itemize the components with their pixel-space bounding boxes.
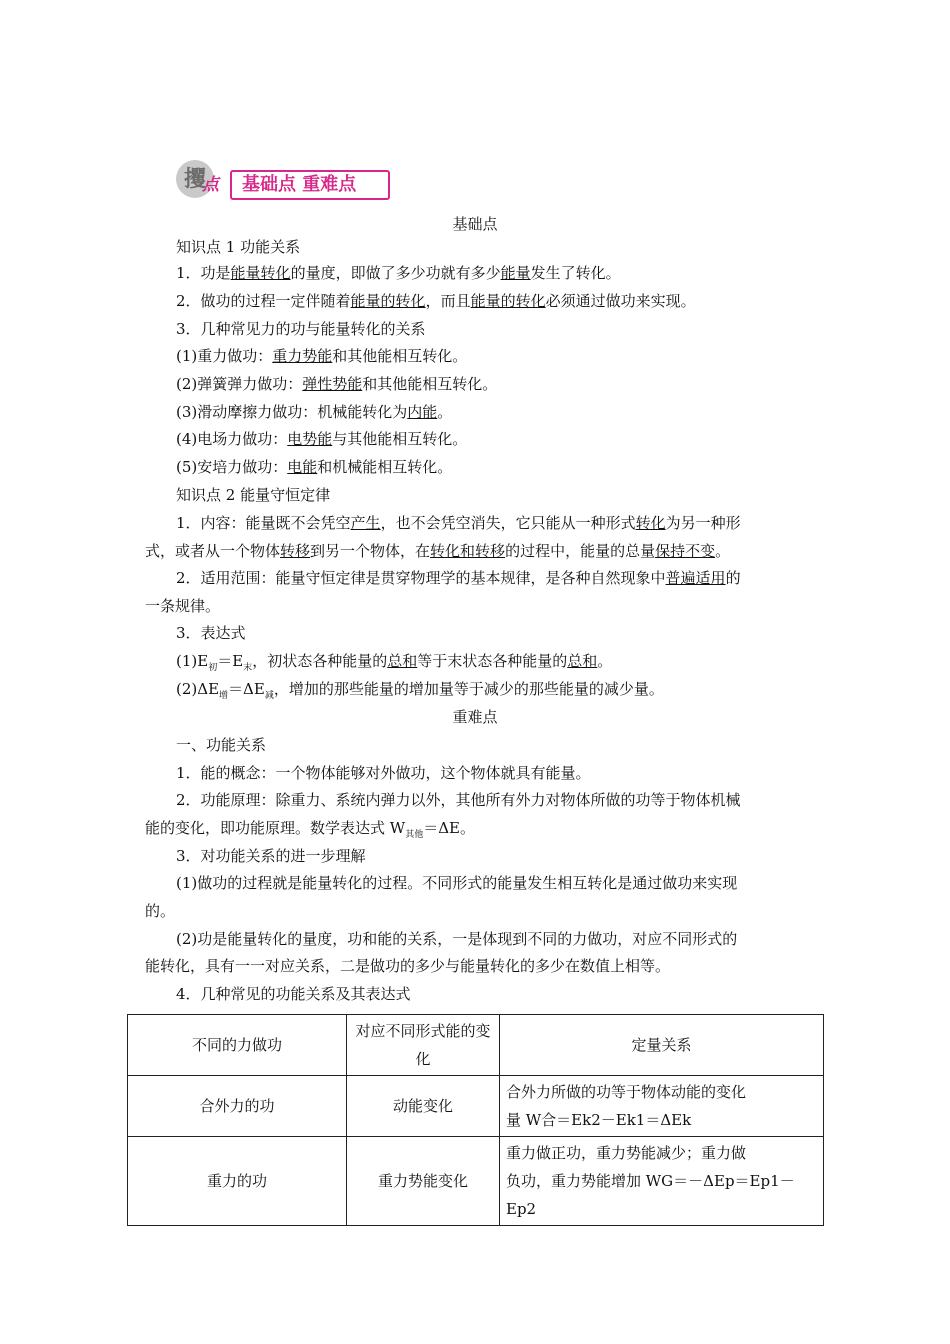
key-p4b: 的。 — [145, 902, 176, 920]
table-cell: 重力的功 — [128, 1137, 347, 1226]
k1-item-3-3: (3)滑动摩擦力做功：机械能转化为内能。 — [176, 403, 453, 421]
section-title-basic: 基础点 — [452, 215, 498, 233]
table-cell: 重力势能变化 — [347, 1137, 500, 1226]
k1-item-3-4: (4)电场力做功：电势能与其他能相互转化。 — [176, 430, 468, 448]
k2-title: 知识点 2 能量守恒定律 — [176, 486, 331, 504]
key-p5a: (2)功是能量转化的量度，功和能的关系，一是体现到不同的力做功，对应不同形式的 — [176, 930, 738, 948]
table-header: 不同的力做功 — [128, 1015, 347, 1076]
k1-item-2: 2．做功的过程一定伴随着能量的转化，而且能量的转化必须通过做功来实现。 — [176, 292, 696, 310]
energy-relation-table — [127, 1014, 824, 1226]
table-header: 定量关系 — [500, 1015, 824, 1076]
key-p1: 1．能的概念：一个物体能够对外做功，这个物体就具有能量。 — [176, 764, 591, 782]
key-p2a: 2．功能原理：除重力、系统内弹力以外，其他所有外力对物体所做的功等于物体机械 — [176, 791, 741, 809]
k1-item-3: 3．几种常见力的功与能量转化的关系 — [176, 320, 426, 338]
table-header-row — [128, 1015, 824, 1076]
k2-item-3-2: $(2)\Delta E_增=\Delta E_减$，增加的那些能量的增加量等于减少的那些能量的减少量。 — [176, 680, 664, 701]
k2-item-3: 3．表达式 — [176, 624, 246, 642]
table-cell: 合外力的功 — [128, 1076, 347, 1137]
key-p3: 3．对功能关系的进一步理解 — [176, 847, 366, 865]
key-p4a: (1)做功的过程就是能量转化的过程。不同形式的能量发生相互转化是通过做功来实现 — [176, 874, 738, 892]
k1-title: 知识点 1 功能关系 — [176, 238, 301, 256]
badge-icon: 攫 — [176, 160, 214, 198]
table-row — [128, 1076, 824, 1137]
k2-item-1a: 1．内容：能量既不会凭空产生，也不会凭空消失，它只能从一种形式转化为另一种形 — [176, 514, 741, 532]
section-title-key: 重难点 — [452, 708, 498, 726]
banner-tag: 点 — [202, 175, 219, 195]
key-p6: 4．几种常见的功能关系及其表达式 — [176, 985, 411, 1003]
table-cell: 重力做正功，重力势能减少；重力做 负功，重力势能增加 WG＝－ΔEp＝Ep1－ Ep2 — [500, 1137, 824, 1226]
table-header: 对应不同形式能的变化 — [347, 1015, 500, 1076]
key-p2b: 能的变化，即功能原理。数学表达式 $W_{其他}=\Delta E$。 — [145, 819, 475, 840]
k1-item-1: 1．功是能量转化的量度，即做了多少功就有多少能量发生了转化。 — [176, 264, 621, 282]
k2-item-2a: 2．适用范围：能量守恒定律是贯穿物理学的基本规律，是各种自然现象中普遍适用的 — [176, 569, 741, 587]
k2-item-2b: 一条规律。 — [145, 597, 221, 615]
k1-item-3-1: (1)重力做功：重力势能和其他能相互转化。 — [176, 347, 468, 365]
k1-item-3-2: (2)弹簧弹力做功：弹性势能和其他能相互转化。 — [176, 375, 498, 393]
banner-title-box — [230, 170, 390, 200]
k2-item-1b: 式，或者从一个物体转移到另一个物体，在转化和转移的过程中，能量的总量保持不变。 — [145, 542, 731, 560]
table-cell: 动能变化 — [347, 1076, 500, 1137]
table-cell: 合外力所做的功等于物体动能的变化 量 W合＝Ek2－Ek1＝ΔEk — [500, 1076, 824, 1137]
table-row — [128, 1137, 824, 1226]
section-banner — [176, 160, 392, 204]
key-heading-1: 一、功能关系 — [176, 736, 267, 754]
k2-item-3-1: $(1)E_初=E_末$，初状态各种能量的总和等于末状态各种能量的总和。 — [176, 652, 613, 673]
k1-item-3-5: (5)安培力做功：电能和机械能相互转化。 — [176, 458, 453, 476]
banner-title: 基础点 重难点 — [242, 174, 357, 195]
key-p5b: 能转化，具有一一对应关系，二是做功的多少与能量转化的多少在数值上相等。 — [145, 957, 671, 975]
